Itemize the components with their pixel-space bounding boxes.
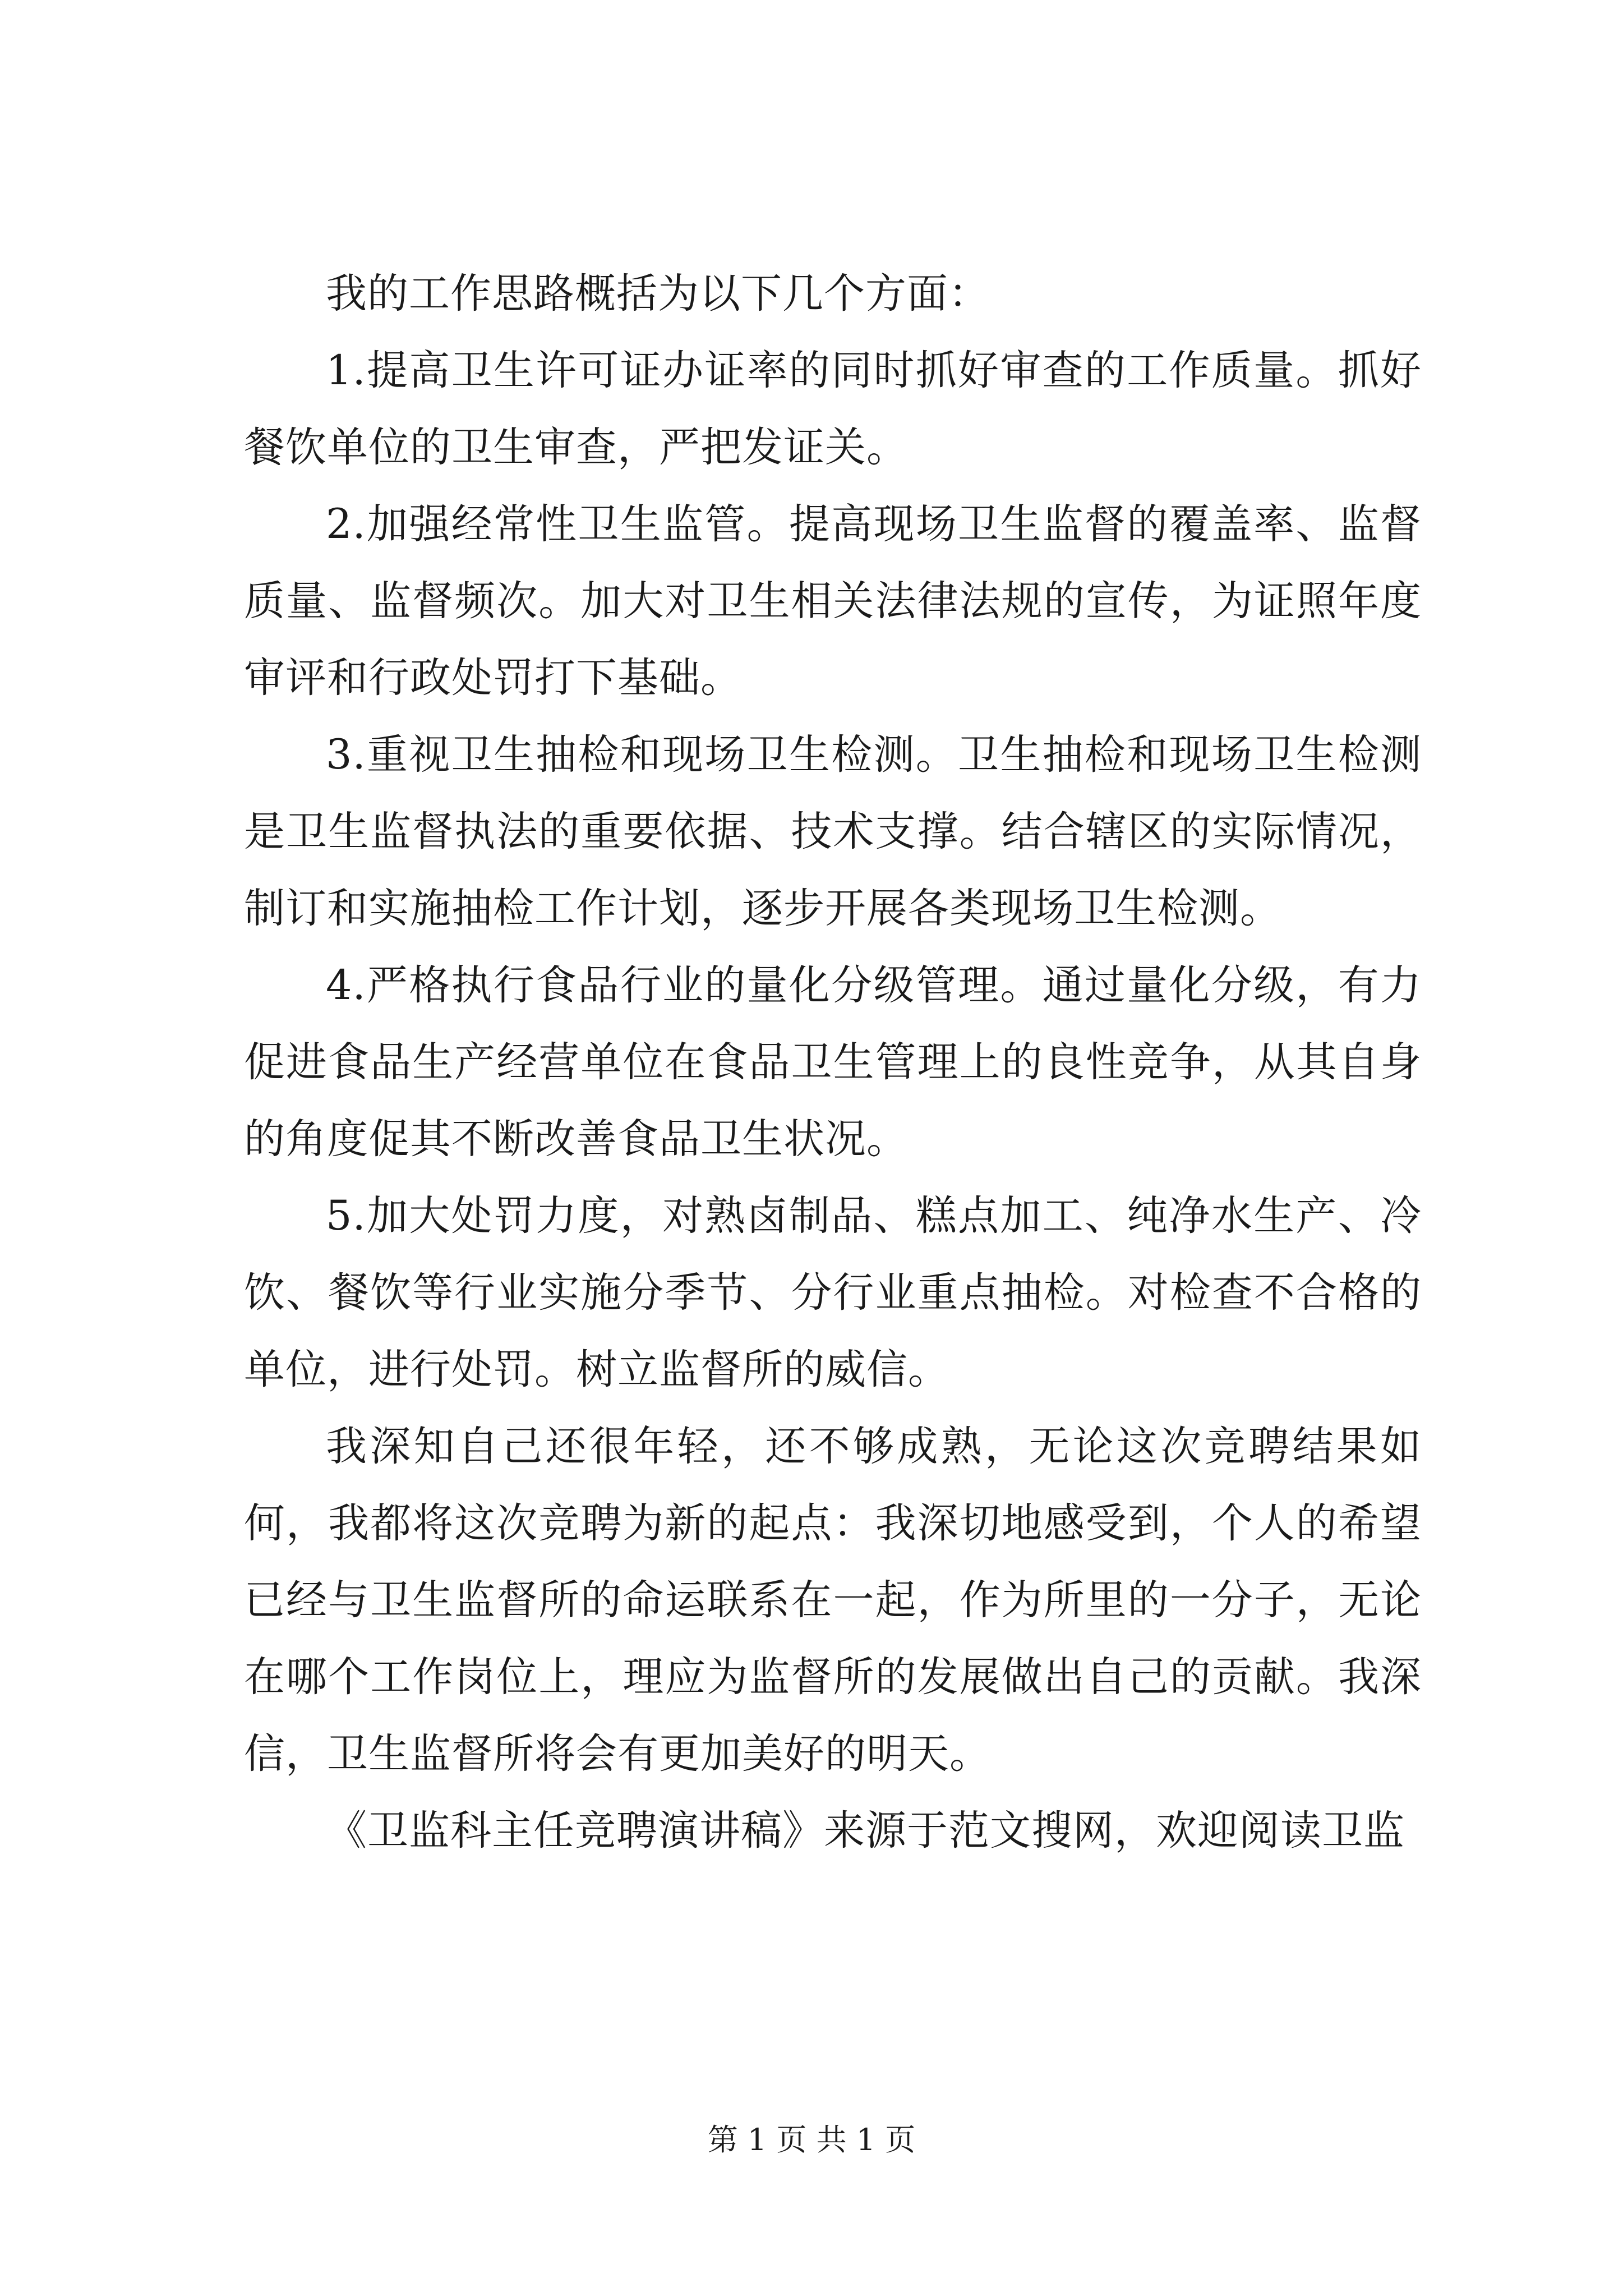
paragraph-item-3: 3.重视卫生抽检和现场卫生检测。卫生抽检和现场卫生检测是卫生监督执法的重要依据、技术支撑。结合辖区的实际情况，制订和实施抽检工作计划，逐步开展各类现场卫生检测。 [244, 731, 1422, 932]
page-footer: 第 1 页 共 1 页 [707, 2122, 916, 2157]
paragraph-source-note: 《卫监科主任竞聘演讲稿》来源于范文搜网，欢迎阅读卫监 [326, 1807, 1405, 1855]
paragraph-item-5: 5.加大处罚力度，对熟卤制品、糕点加工、纯净水生产、冷饮、餐饮等行业实施分季节、分行业重点抽检。对检查不合格的单位，进行处罚。树立监督所的威信。 [244, 1192, 1422, 1393]
paragraph-closing: 我深知自己还很年轻，还不够成熟，无论这次竞聘结果如何，我都将这次竞聘为新的起点：我深切地感受到，个人的希望已经与卫生监督所的命运联系在一起，作为所里的一分子，无论在哪个工作岗位上，理应为监督所的发展做出自己的贡献。我深信，卫生监督所将会有更加美好的明天。 [244, 1423, 1422, 1778]
paragraph-item-1: 1.提高卫生许可证办证率的同时抓好审查的工作质量。抓好餐饮单位的卫生审查，严把发证关。 [244, 347, 1422, 471]
paragraph-intro: 我的工作思路概括为以下几个方面： [326, 270, 990, 318]
paragraph-item-4: 4.严格执行食品行业的量化分级管理。通过量化分级，有力促进食品生产经营单位在食品卫生管理上的良性竞争，从其自身的角度促其不断改善食品卫生状况。 [244, 961, 1422, 1163]
document-body [244, 255, 1422, 1869]
paragraph-item-2: 2.加强经常性卫生监管。提高现场卫生监督的覆盖率、监督质量、监督频次。加大对卫生相关法律法规的宣传，为证照年度审评和行政处罚打下基础。 [244, 500, 1422, 702]
